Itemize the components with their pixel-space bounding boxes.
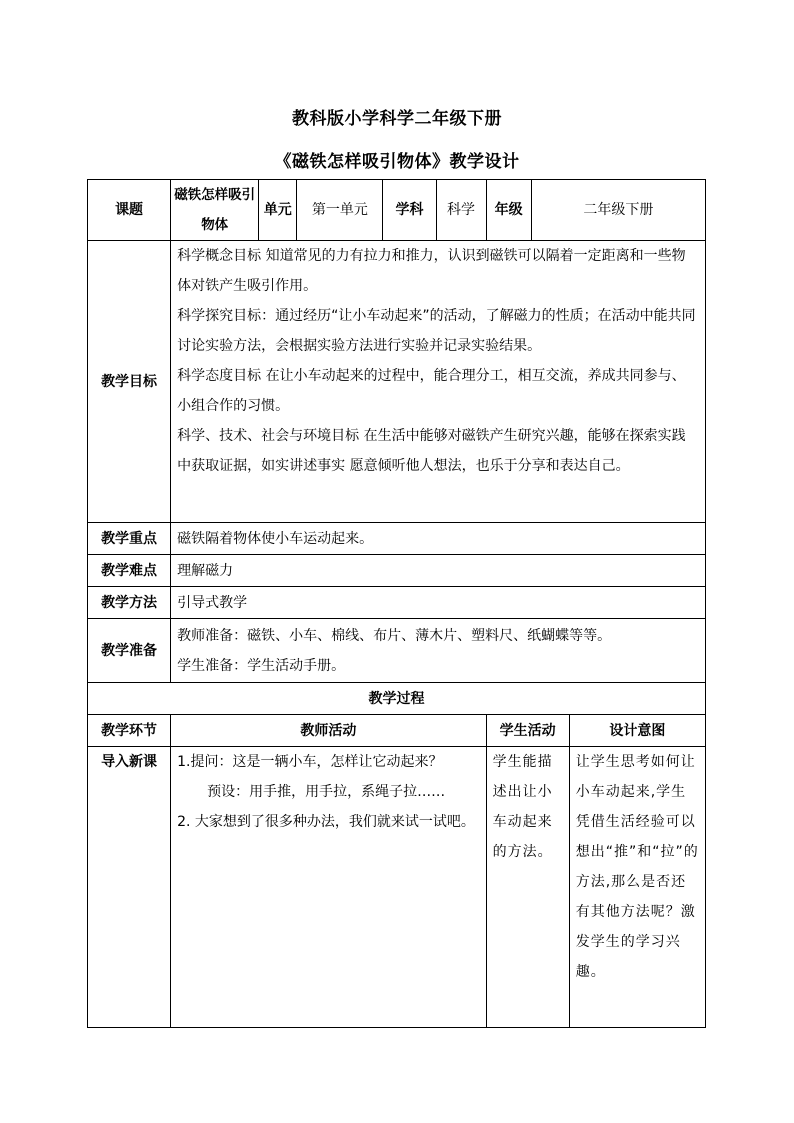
objectives-label: 教学目标 xyxy=(88,241,171,523)
method-label: 教学方法 xyxy=(88,587,171,619)
process-header-row xyxy=(88,715,706,747)
subject-value: 科学 xyxy=(436,180,486,241)
preparation-row xyxy=(88,619,706,683)
process-title: 教学过程 xyxy=(88,683,706,715)
method-row xyxy=(88,587,706,619)
student-preparation: 学生准备：学生活动手册。 xyxy=(177,657,346,674)
teacher-step-preset: 预设：用手推，用手拉，系绳子拉…… xyxy=(207,784,446,800)
stage-cell: 导入新课 xyxy=(88,747,171,1028)
preparation-label: 教学准备 xyxy=(88,619,171,683)
subject-label: 学科 xyxy=(383,180,436,241)
objective-inquiry: 科学探究目标：通过经历“让小车动起来”的活动，了解磁力的性质；在活动中能共同讨论实验方法，会根据实验方法进行实验并记录实验结果。 xyxy=(177,308,696,354)
grade-label: 年级 xyxy=(486,180,531,241)
lesson-plan-table xyxy=(87,179,706,1028)
key-point-row xyxy=(88,523,706,555)
objectives-row xyxy=(88,241,706,523)
design-intent-cell: 让学生思考如何让小车动起来,学生凭借生活经验可以想出“推”和“拉”的方法,那么是否还有其他方法呢？激发学生的学习兴趣。 xyxy=(569,747,705,1028)
document-title: 教科版小学科学二年级下册 xyxy=(292,109,502,129)
teacher-activity-header: 教师活动 xyxy=(171,715,486,747)
document-subtitle: 《磁铁怎样吸引物体》教学设计 xyxy=(274,152,520,172)
teacher-step-2: 2. 大家想到了很多种办法，我们就来试一试吧。 xyxy=(177,814,475,830)
unit-label: 单元 xyxy=(259,180,297,241)
topic-value: 磁铁怎样吸引物体 xyxy=(171,180,259,241)
difficulty-value: 理解磁力 xyxy=(171,555,706,587)
teacher-step-1: 1.提问：这是一辆小车，怎样让它动起来？ xyxy=(177,754,443,770)
method-value: 引导式教学 xyxy=(171,587,706,619)
key-point-label: 教学重点 xyxy=(88,523,171,555)
process-row xyxy=(88,747,706,1028)
grade-value: 二年级下册 xyxy=(531,180,705,241)
difficulty-label: 教学难点 xyxy=(88,555,171,587)
topic-label: 课题 xyxy=(88,180,171,241)
key-point-value: 磁铁隔着物体使小车运动起来。 xyxy=(171,523,706,555)
info-row xyxy=(88,180,706,241)
unit-value: 第一单元 xyxy=(297,180,383,241)
objective-concept: 科学概念目标 知道常见的力有拉力和推力，认识到磁铁可以隔着一定距离和一些物体对铁产生吸引作用。 xyxy=(177,248,686,294)
objectives-content xyxy=(171,241,706,523)
objective-sts: 科学、技术、社会与环境目标 在生活中能够对磁铁产生研究兴趣，能够在探索实践中获取证据，如实讲述事实 愿意倾听他人想法，也乐于分享和表达自己。 xyxy=(177,428,686,474)
teacher-activity-cell xyxy=(171,747,486,1028)
objective-attitude: 科学态度目标 在让小车动起来的过程中，能合理分工，相互交流，养成共同参与、小组合作的习惯。 xyxy=(177,368,686,414)
difficulty-row xyxy=(88,555,706,587)
design-intent-header: 设计意图 xyxy=(569,715,705,747)
student-activity-cell: 学生能描述出让小车动起来的方法。 xyxy=(486,747,569,1028)
student-activity-header: 学生活动 xyxy=(486,715,569,747)
teacher-preparation: 教师准备：磁铁、小车、棉线、布片、薄木片、塑料尺、纸蝴蝶等等。 xyxy=(177,627,612,644)
preparation-content xyxy=(171,619,706,683)
stage-header: 教学环节 xyxy=(88,715,171,747)
process-title-row xyxy=(88,683,706,715)
